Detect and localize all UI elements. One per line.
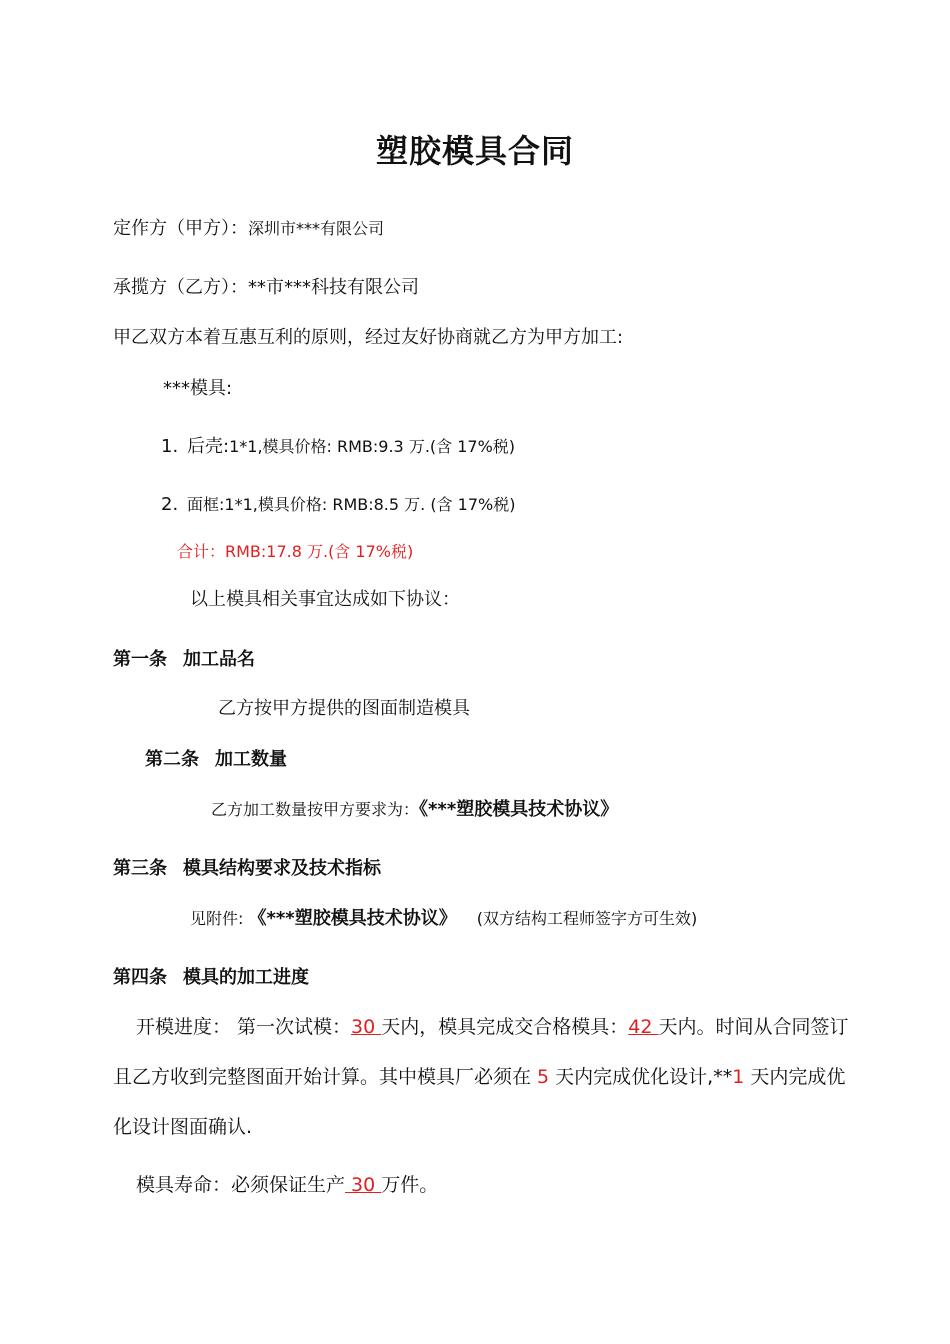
qualified-mold-days: 42 [628,1016,659,1038]
article-1-heading [113,645,255,671]
article-2-reference: 《***塑胶模具技术协议》 [419,799,619,820]
mold-item-1 [161,432,515,458]
article-2-text: 乙方加工数量按甲方要求为： [211,800,420,819]
schedule-text-f: 天内完成优 [744,1066,846,1088]
article-4-schedule-line-3: 化设计图面确认. [113,1116,253,1138]
article-3-body [190,904,697,930]
mold-item-2-detail: 1*1,模具价格: RMB:8.5 万. (含 17%税) [224,495,516,514]
mold-life-value: 30 [345,1174,382,1196]
article-2-heading [145,745,287,771]
party-a-value: 深圳市***有限公司 [248,219,385,238]
article-3-reference: 《***塑胶模具技术协议》 [248,908,457,929]
design-optimization-days: 5 [537,1066,550,1088]
schedule-text-e: 天内完成优化设计,** [549,1066,733,1088]
mold-item-1-detail: 1*1,模具价格: RMB:9.3 万.(含 17%税) [229,437,516,456]
article-2-body [211,795,618,821]
mold-item-1-number: 1. [161,436,179,457]
mold-life-unit: 万件。 [381,1174,439,1196]
mold-life-label: 模具寿命：必须保证生产 [136,1174,346,1196]
party-a-line [113,214,384,240]
schedule-text-b: 天内，模具完成交合格模具： [381,1016,629,1038]
article-2-title: 加工数量 [215,749,287,770]
article-3-note: (双方结构工程师签字方可生效) [476,909,698,928]
total-price: 合计：RMB:17.8 万.(含 17%税) [177,542,414,561]
mold-heading: ***模具: [163,378,233,399]
first-trial-days: 30 [351,1016,382,1038]
schedule-text-a: 开模进度： 第一次试模： [136,1016,352,1038]
article-3-heading [113,854,381,880]
party-b-line [113,273,419,299]
article-3-title: 模具结构要求及技术指标 [183,858,381,879]
article-4-schedule-line-1 [136,1012,849,1039]
article-4-heading [113,963,309,989]
article-3-number: 第三条 [113,858,167,879]
article-4-number: 第四条 [113,967,167,988]
party-b-label: 承揽方（乙方）： [113,277,248,298]
design-confirm-days: 1 [732,1066,745,1088]
article-1-number: 第一条 [113,649,167,670]
mold-item-2 [161,492,515,515]
mold-life-line [136,1170,438,1197]
mold-item-2-name: 面框: [187,495,225,514]
document-title: 塑胶模具合同 [375,132,574,170]
article-4-title: 模具的加工进度 [183,967,309,988]
article-4-schedule-line-2 [113,1062,845,1089]
schedule-text-c: 天内。时间从合同签订 [658,1016,849,1038]
article-2-number: 第二条 [145,749,199,770]
party-a-label: 定作方（甲方）： [113,218,248,239]
mold-item-2-number: 2. [161,494,179,515]
agreement-intro: 以上模具相关事宜达成如下协议： [190,589,460,610]
intro-paragraph: 甲乙双方本着互惠互利的原则，经过友好协商就乙方为甲方加工: [113,327,624,348]
schedule-text-d: 且乙方收到完整图面开始计算。其中模具厂必须在 [113,1066,538,1088]
article-1-title: 加工品名 [183,649,255,670]
party-b-value: **市***科技有限公司 [248,277,419,298]
article-1-body: 乙方按甲方提供的图面制造模具 [218,698,470,719]
article-3-prefix: 见附件: [190,909,249,928]
mold-item-1-name: 后壳: [187,436,230,457]
